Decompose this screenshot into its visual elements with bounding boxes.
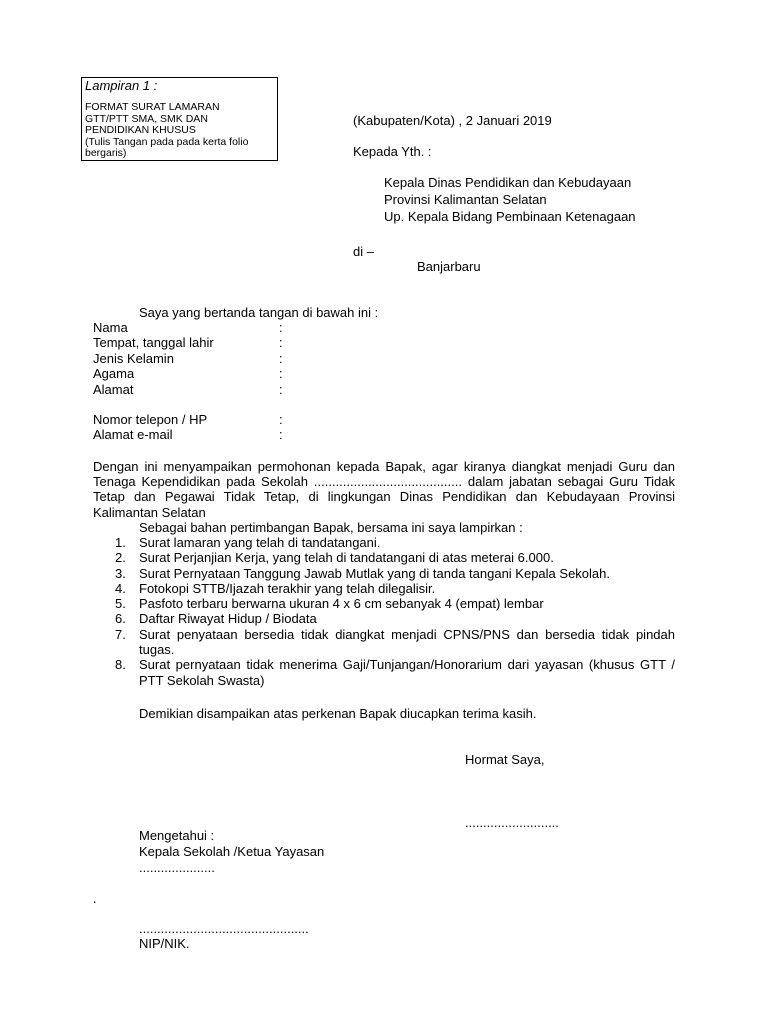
attachment-line: bergaris) <box>85 147 127 159</box>
acknowledge-title: Kepala Sekolah /Ketua Yayasan <box>139 844 325 859</box>
attachments-list <box>93 535 675 688</box>
signature-line: .......................... <box>465 815 559 830</box>
item-number: 8. <box>115 657 126 673</box>
list-item <box>93 596 675 611</box>
field-row <box>93 320 283 335</box>
acknowledge-dots: ..................... <box>139 860 215 875</box>
attachments-intro: Sebagai bahan pertimbangan Bapak, bersama ini saya lampirkan : <box>139 520 523 535</box>
attachment-line: (Tulis Tangan pada pada kerta folio <box>85 135 249 148</box>
head-signature-line: ............................................... <box>139 921 309 936</box>
contact-fields <box>93 412 283 443</box>
attachment-line: FORMAT SURAT LAMARAN <box>85 101 220 113</box>
body-paragraph: Dengan ini menyampaikan permohonan kepada Bapak, agar kiranya diangkat menjadi Guru dan Tenaga Kependidikan pada Sekolah ......................................... dalam jabatan sebagai Guru Tidak Tetap dan Pegawai Tidak Tetap, di lingkungan Dinas Pendidikan dan Kebudayaan Provinsi Kalimantan Selatan <box>93 459 675 520</box>
field-label: Jenis Kelamin <box>93 350 174 366</box>
recipient-line: Provinsi Kalimantan Selatan <box>384 192 547 207</box>
recipient-line: Up. Kepala Bidang Pembinaan Ketenagaan <box>384 209 636 224</box>
item-text: Fotokopi STTB/Ijazah terakhir yang telah dilegalisir. <box>139 580 436 596</box>
attachment-line: PENDIDIKAN KHUSUS <box>85 124 196 136</box>
field-label: Nama <box>93 320 128 335</box>
item-number: 5. <box>115 596 126 612</box>
item-text: Daftar Riwayat Hidup / Biodata <box>139 611 317 627</box>
item-text: Surat pernyataan tidak menerima Gaji/Tunjangan/Honorarium dari yayasan (khusus GTT / PTT Sekolah Swasta) <box>139 657 675 688</box>
regards: Hormat Saya, <box>465 752 545 767</box>
list-item <box>93 581 675 596</box>
item-text: Surat lamaran yang telah di tandatangani. <box>139 535 381 550</box>
field-colon: : <box>279 366 283 382</box>
item-text: Surat Perjanjian Kerja, yang telah di tandatangani di atas meterai 6.000. <box>139 550 554 566</box>
field-row <box>93 381 283 397</box>
list-item <box>93 566 675 581</box>
item-text: Surat penyataan bersedia tidak diangkat menjadi CPNS/PNS dan bersedia tidak pindah tugas. <box>139 626 675 658</box>
field-label: Nomor telepon / HP <box>93 412 208 427</box>
attachment-label: Lampiran 1 : <box>85 78 158 93</box>
item-text: Pasfoto terbaru berwarna ukuran 4 x 6 cm sebanyak 4 (empat) lembar <box>139 596 544 612</box>
field-label: Alamat e-mail <box>93 427 173 443</box>
list-item <box>93 550 675 565</box>
place-date: (Kabupaten/Kota) , 2 Januari 2019 <box>353 113 552 128</box>
stray-dot: . <box>93 891 97 906</box>
item-number: 7. <box>115 626 126 642</box>
list-item <box>93 611 675 626</box>
recipient-line: Kepala Dinas Pendidikan dan Kebudayaan <box>384 175 632 190</box>
attachment-box <box>81 77 278 161</box>
item-number: 3. <box>115 565 126 581</box>
item-number: 6. <box>115 611 126 627</box>
field-label: Agama <box>93 366 135 382</box>
attachment-line: GTT/PTT SMA, SMK DAN <box>85 112 208 125</box>
intro-text: Saya yang bertanda tangan di bawah ini : <box>139 305 379 320</box>
acknowledge-label: Mengetahui : <box>139 828 215 843</box>
list-item <box>93 627 675 658</box>
field-row <box>93 335 283 351</box>
field-colon: : <box>279 335 283 351</box>
list-item <box>93 535 675 550</box>
di-label: di – <box>353 244 374 259</box>
field-colon: : <box>279 412 283 427</box>
item-text: Surat Pernyataan Tanggung Jawab Mutlak yang di tanda tangani Kepala Sekolah. <box>139 565 610 581</box>
item-number: 1. <box>115 535 126 550</box>
to-label: Kepada Yth. : <box>353 144 432 159</box>
city: Banjarbaru <box>417 259 481 274</box>
field-colon: : <box>279 381 283 397</box>
field-row <box>93 427 283 443</box>
field-row <box>93 366 283 382</box>
field-colon: : <box>279 427 283 443</box>
field-row <box>93 412 283 427</box>
personal-fields <box>93 320 283 397</box>
nip-label: NIP/NIK. <box>139 936 190 951</box>
item-number: 4. <box>115 580 126 596</box>
item-number: 2. <box>115 550 126 566</box>
list-item <box>93 657 675 688</box>
field-colon: : <box>279 320 283 335</box>
field-row <box>93 350 283 366</box>
field-label: Alamat <box>93 381 134 397</box>
field-label: Tempat, tanggal lahir <box>93 335 214 351</box>
closing-text: Demikian disampaikan atas perkenan Bapak diucapkan terima kasih. <box>139 706 537 721</box>
field-colon: : <box>279 350 283 366</box>
